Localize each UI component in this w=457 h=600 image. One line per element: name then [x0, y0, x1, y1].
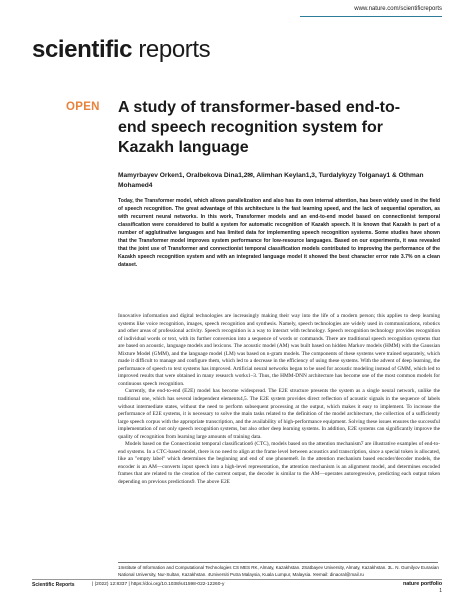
footer-journal-name: Scientific Reports	[32, 582, 75, 588]
affiliations: 1Institute of Information and Computational Technologies CS MES RK, Almaty, Kazakhstan. 2Satbayev University, Almaty, Kazakhstan. 3L. N. Gumilyov Eurasian National University, Nur-Sultan, Kazakhstan. 4Universiti Putra Malaysia, Kuala Lumpur, Malaysia. ✉email: dinaoral@mail.ru	[118, 565, 439, 577]
abstract: Today, the Transformer model, which allows parallelization and also has its own internal attention, has been widely used in the field of speech recognition. The great advantage of this architecture is the fast learning speed, and the lack of sequential operation, as with recurrent neural networks. In this work, Transformer models and an end-to-end model based on connectionist temporal classification were considered to build a system for automatic recognition of Kazakh speech. It is known that Kazakh is part of a number of agglutinative languages and has limited data for implementing speech recognition systems. Some studies have shown that the Transformer model improves system performance for low-resource languages. Based on our experiments, it was revealed that the joint use of Transformer and connectionist temporal classification models contributed to improving the performance of the Kazakh speech recognition system and with an integrated language model it showed the best character error rate 3.7% on a clean dataset.	[118, 198, 440, 268]
body-text	[118, 313, 440, 487]
affiliations-rule	[118, 562, 438, 563]
journal-url-link[interactable]: www.nature.com/scientificreports	[354, 6, 442, 12]
journal-url[interactable]	[354, 6, 442, 12]
footer-rule	[32, 579, 442, 580]
journal-logo-word2: reports	[138, 36, 211, 63]
open-access-badge: OPEN	[66, 101, 100, 113]
footer-brand-logo: nature portfolio	[402, 581, 442, 587]
article-title: A study of transformer-based end-to-end speech recognition system for Kazakh language	[118, 99, 401, 156]
body-paragraph-3: Models based on the Connectionist temporal classification6 (CTC), models based on the attention mechanism7 are illustrative examples of end-to-end systems. In a CTC-based model, there is no need to align at the frame level between acoustics and transcription, since a special token is allocated, like an "empty label" which determines the beginning and end of one phoneme8. In the attention mechanism based encoder/decoder models, the encoder is an AM—converts input speech into a high-level representation, the attention mechanism is an alignment model, and determines encoded frames that are related to the creation of the current output, the decoder is similar to the AM—operates autoregressive, predicting each output token depending on previous predictions9. The above E2E	[118, 441, 440, 486]
author-list	[118, 171, 438, 190]
page-number: 1	[439, 588, 442, 594]
footer-citation[interactable]: | (2022) 12:8337 | https://doi.org/10.1038/s41598-022-12260-y	[92, 582, 225, 587]
body-paragraph-2: Currently, the end-to-end (E2E) model has become widespread. The E2E structure presents the system as a single neural network, unlike the traditional one, which has several independent elements4,5. The E2E system provides direct reflection of acoustic signals in the sequence of labels without intermediate states, without the need to perform subsequent processing at the output, which makes it easy to implement. To increase the performance of E2E systems, it is necessary to solve the main tasks related to the definition of the model architecture, the collection of a sufficiently large speech corpus with the appropriate transcription, and the availability of high-performance equipment. Solving these issues ensures the successful implementation of not only speech recognition systems, but also other deep learning systems. In addition, E2E systems can significantly improve the quality of recognition from learning large amounts of training data.	[118, 388, 440, 440]
authors-text: Mamyrbayev Orken1, Oralbekova Dina1,2✉, Alimhan Keylan1,3, Turdalykyzy Tolganay1 & Othman Mohamed4	[118, 172, 424, 189]
journal-logo	[32, 37, 210, 63]
body-paragraph-1: Innovative information and digital technologies are increasingly making their way into the life of a modern person; this applies to deep learning systems like voice recognition, images, speech recognition and synthesis. Namely, speech technologies are widely used in communications, robotics and other areas of professional activity. Speech recognition is a way to interact with technology. Speech recognition technology provides recognition of individual words or text, with its further conversion into a sequence of words or commands. There are traditional speech recognition systems that are based on acoustic, language models and lexicons. The acoustic model (AM) was built based on hidden Markov models (HMM) with the Gaussian Mixture Model (GMM), and the language model (LM) was based on n-gram models. The components of these systems were trained separately, which made it difficult to manage and configure them, which led to a decrease in the efficiency of using these systems. With the advent of deep learning, the performance of speech to text systems has improved. Artificial neural networks began to be used for acoustic modeling instead of GMM, which led to improved results that were obtained in many research works1–3. Thus, the HMM-DNN architecture has become one of the most common models for continuous speech recognition.	[118, 313, 440, 387]
journal-logo-word1: scientific	[32, 36, 133, 63]
header-rule	[300, 16, 442, 17]
